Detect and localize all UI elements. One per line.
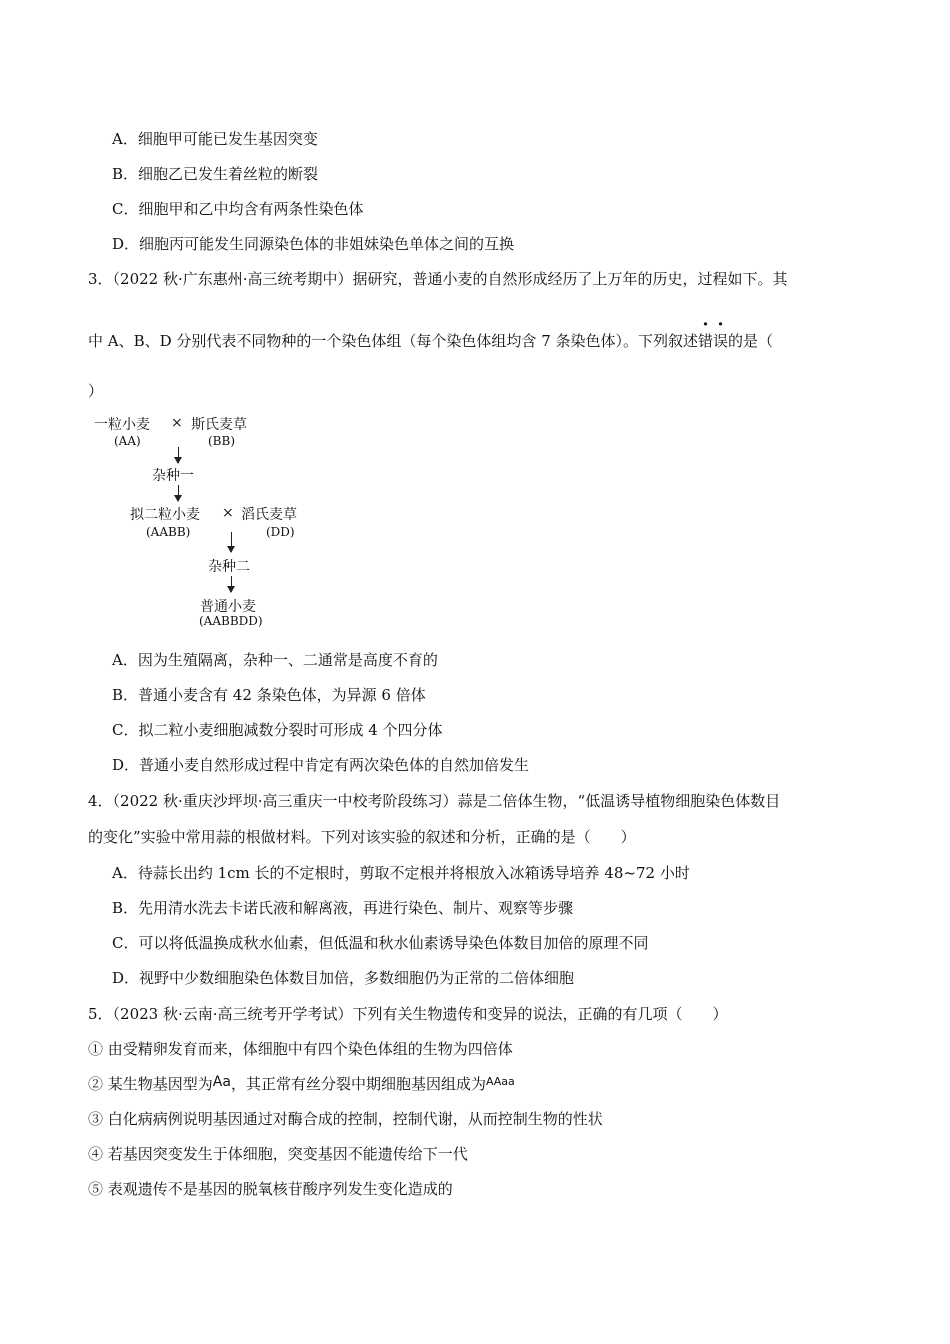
q3-stem-line1: 3．（2022 秋·广东惠州·高三统考期中）据研究，普通小麦的自然形成经历了上万年的历史，过程如下。其 [88, 270, 788, 288]
q5-item-2-pre: ② 某生物基因型为 [88, 1075, 213, 1093]
parent-speltoides: 斯氏麦草 [191, 417, 247, 433]
down-arrow [178, 485, 179, 501]
down-arrow [178, 447, 179, 463]
common-wheat: 普通小麦 [200, 599, 256, 615]
q3-option-c: C．拟二粒小麦细胞减数分裂时可形成 4 个四分体 [112, 721, 443, 739]
q4-option-c: C．可以将低温换成秋水仙素，但低温和秋水仙素诱导染色体数目加倍的原理不同 [112, 934, 649, 952]
emphasis-char: 误 [713, 332, 729, 350]
q5-item-2-mid: ，其正常有丝分裂中期细胞基因组成为 [230, 1075, 486, 1093]
q2-option-b: B．细胞乙已发生着丝粒的断裂 [112, 165, 319, 183]
q3-stem-line2-post: 的是（ [728, 332, 774, 350]
q5-item-1: ① 由受精卵发育而来，体细胞中有四个染色体组的生物为四倍体 [88, 1040, 513, 1058]
parent-tauschii: 滔氏麦草 [241, 507, 297, 523]
wheat-evolution-diagram [88, 410, 328, 635]
genome-bb: (BB) [208, 434, 235, 448]
q4-stem-line1: 4．（2022 秋·重庆沙坪坝·高三重庆一中校考阶段练习）蒜是二倍体生物，“低温诱导植物细胞染色体数目 [88, 792, 781, 810]
q4-option-d: D．视野中少数细胞染色体数目加倍，多数细胞仍为正常的二倍体细胞 [112, 969, 575, 987]
q5-stem: 5．（2023 秋·云南·高三统考开学考试）下列有关生物遗传和变异的说法，正确的有几项（ ） [88, 1005, 728, 1023]
genome-dd: (DD) [266, 525, 295, 539]
genotype-aa: Aa [212, 1074, 231, 1090]
q3-option-d: D．普通小麦自然形成过程中肯定有两次染色体的自然加倍发生 [112, 756, 530, 774]
q3-option-b: B．普通小麦含有 42 条染色体，为异源 6 倍体 [112, 686, 426, 704]
hybrid-one: 杂种一 [152, 468, 194, 484]
q3-stem-line2 [88, 330, 773, 351]
q4-option-b: B．先用清水洗去卡诺氏液和解离液，再进行染色、制片、观察等步骤 [112, 899, 574, 917]
cross-symbol: × [171, 415, 183, 431]
genome-aabbdd: (AABBDD) [199, 614, 263, 628]
hybrid-two: 杂种二 [208, 559, 250, 575]
down-arrow [231, 532, 232, 552]
genotype-aaaa: AAaa [485, 1075, 515, 1088]
emphasis-char: 错 [698, 332, 714, 350]
q5-item-5: ⑤ 表观遗传不是基因的脱氧核苷酸序列发生变化造成的 [88, 1180, 453, 1198]
q3-option-a: A．因为生殖隔离，杂种一、二通常是高度不育的 [112, 651, 438, 669]
q2-option-c: C．细胞甲和乙中均含有两条性染色体 [112, 200, 364, 218]
q3-stem-line3: ） [88, 382, 104, 400]
q3-stem-line2-pre: 中 A、B、D 分别代表不同物种的一个染色体组（每个染色体组均含 7 条染色体）。下列叙述 [88, 332, 699, 350]
q4-stem-line2: 的变化”实验中常用蒜的根做材料。下列对该实验的叙述和分析，正确的是（ ） [88, 828, 636, 846]
genome-aabb: (AABB) [146, 525, 191, 539]
q5-item-2 [88, 1073, 515, 1094]
down-arrow [231, 576, 232, 592]
q2-option-a: A．细胞甲可能已发生基因突变 [112, 130, 318, 148]
parent-emmer: 拟二粒小麦 [130, 507, 200, 523]
parent-einkorn: 一粒小麦 [94, 417, 150, 433]
cross-symbol: × [222, 505, 234, 521]
q4-option-a: A．待蒜长出约 1cm 长的不定根时，剪取不定根并将根放入冰箱诱导培养 48~72 小时 [112, 864, 690, 882]
q5-item-4: ④ 若基因突变发生于体细胞，突变基因不能遗传给下一代 [88, 1145, 468, 1163]
q5-item-3: ③ 白化病病例说明基因通过对酶合成的控制，控制代谢，从而控制生物的性状 [88, 1110, 603, 1128]
q2-option-d: D．细胞丙可能发生同源染色体的非姐妹染色单体之间的互换 [112, 235, 515, 253]
genome-aa: (AA) [114, 434, 141, 448]
